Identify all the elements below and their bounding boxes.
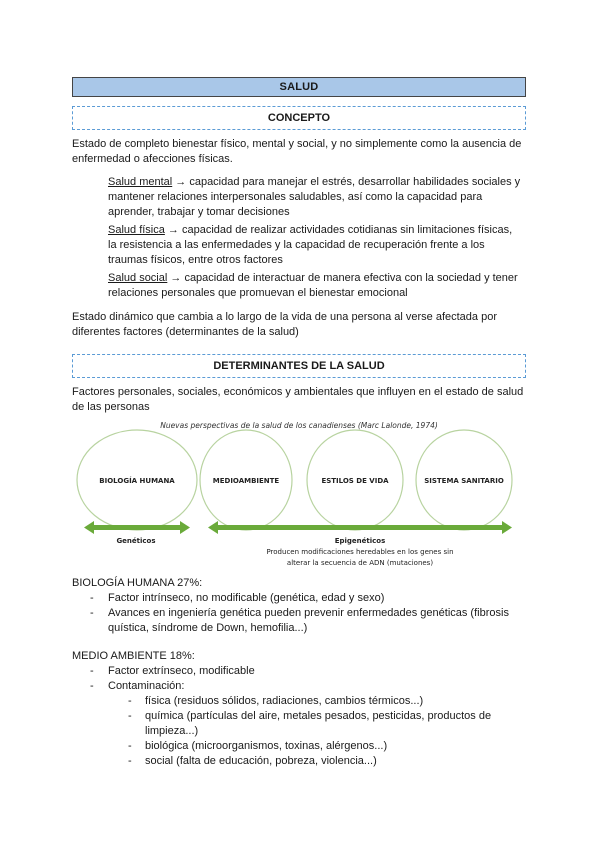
diagram-note-line-1: Producen modificaciones heredables en los genes sin [266, 548, 454, 556]
dash-bullet: - [90, 592, 94, 604]
salud-fisica-label: Salud física [108, 224, 165, 236]
dash-bullet: - [128, 740, 132, 752]
medio-subitem-2-line-2: limpieza...) [145, 725, 199, 737]
dash-bullet: - [128, 755, 132, 767]
determinantes-intro-line-1: Factores personales, sociales, económicos y ambientales que influyen en el estado de salud [72, 386, 524, 398]
salud-mental-label: Salud mental [108, 176, 173, 188]
medio-subitem-3: biológica (microorganismos, toxinas, alérgenos...) [145, 740, 388, 752]
biologia-item-2-line-1: Avances en ingeniería genética pueden prevenir enfermedades genéticas (fibrosis [108, 607, 509, 619]
dynamic-line-1: Estado dinámico que cambia a lo largo de la vida de una persona al verse afectada por [72, 311, 497, 323]
salud-social-label: Salud social [108, 272, 168, 284]
salud-social-line-1 [108, 271, 518, 286]
diagram-title: Nuevas perspectivas de la salud de los canadienses (Marc Lalonde, 1974) [160, 421, 438, 430]
dash-bullet: - [90, 680, 94, 692]
arrow-epigeneticos-label: Epigenéticos [334, 537, 386, 545]
section-heading-concepto-text: CONCEPTO [267, 112, 331, 124]
medio-item-2: Contaminación: [108, 680, 185, 692]
concepto-intro-line-2: enfermedad o afecciones físicas. [72, 153, 233, 165]
section-heading-determinantes [72, 354, 526, 378]
section-heading-determinantes-text: DETERMINANTES DE LA SALUD [213, 360, 385, 372]
dash-bullet: - [128, 695, 132, 707]
dash-bullet: - [90, 607, 94, 619]
salud-mental-line-1 [108, 175, 520, 190]
circle-biologia-label: BIOLOGÍA HUMANA [99, 477, 175, 485]
medio-subitem-1: física (residuos sólidos, radiaciones, cambios térmicos...) [145, 695, 424, 707]
salud-mental-line-2: mantener relaciones interpersonales saludables, así como la capacidad para [108, 191, 483, 203]
medio-item-1: Factor extrínseco, modificable [108, 665, 255, 677]
lalonde-diagram [72, 418, 526, 574]
salud-fisica-line-1 [108, 223, 512, 238]
determinantes-intro-line-2: de las personas [72, 401, 150, 413]
salud-fisica-line-3: traumas físicos, entre otros factores [108, 254, 283, 266]
page-title [72, 77, 526, 97]
salud-mental-text-1: → capacidad para manejar el estrés, desarrollar habilidades sociales y [172, 176, 521, 188]
medio-subitem-4: social (falta de educación, pobreza, violencia...) [145, 755, 377, 767]
salud-social-text-1: → capacidad de interactuar de manera efectiva con la sociedad y tener [167, 272, 518, 284]
medio-subitem-2-line-1: química (partículas del aire, metales pesados, pesticidas, productos de [145, 710, 492, 722]
page-title-text: SALUD [279, 81, 319, 93]
biologia-item-1: Factor intrínseco, no modificable (genética, edad y sexo) [108, 592, 385, 604]
biologia-heading: BIOLOGÍA HUMANA 27%: [72, 577, 203, 589]
dynamic-line-2: diferentes factores (determinantes de la salud) [72, 326, 299, 338]
circle-medioambiente-label: MEDIOAMBIENTE [212, 477, 280, 485]
circle-estilos-label: ESTILOS DE VIDA [321, 477, 389, 485]
salud-fisica-line-2: la resistencia a las enfermedades y la capacidad de recuperación frente a los [108, 239, 485, 251]
medio-heading: MEDIO AMBIENTE 18%: [72, 650, 195, 662]
concepto-intro-line-1: Estado de completo bienestar físico, mental y social, y no simplemente como la ausencia de [72, 138, 522, 150]
salud-social-line-2: relaciones personales que promuevan el bienestar emocional [108, 287, 408, 299]
circle-sistema-label: SISTEMA SANITARIO [424, 477, 504, 485]
biologia-item-2-line-2: quística, síndrome de Down, hemofilia...) [108, 622, 308, 634]
section-heading-concepto [72, 106, 526, 130]
salud-fisica-text-1: → capacidad de realizar actividades cotidianas sin limitaciones físicas, [164, 224, 513, 236]
dash-bullet: - [90, 665, 94, 677]
salud-mental-line-3: aprender, trabajar y tomar decisiones [108, 206, 290, 218]
arrow-geneticos-label: Genéticos [116, 537, 156, 545]
diagram-note-line-2: alterar la secuencia de ADN (mutaciones) [286, 559, 434, 567]
dash-bullet: - [128, 710, 132, 722]
